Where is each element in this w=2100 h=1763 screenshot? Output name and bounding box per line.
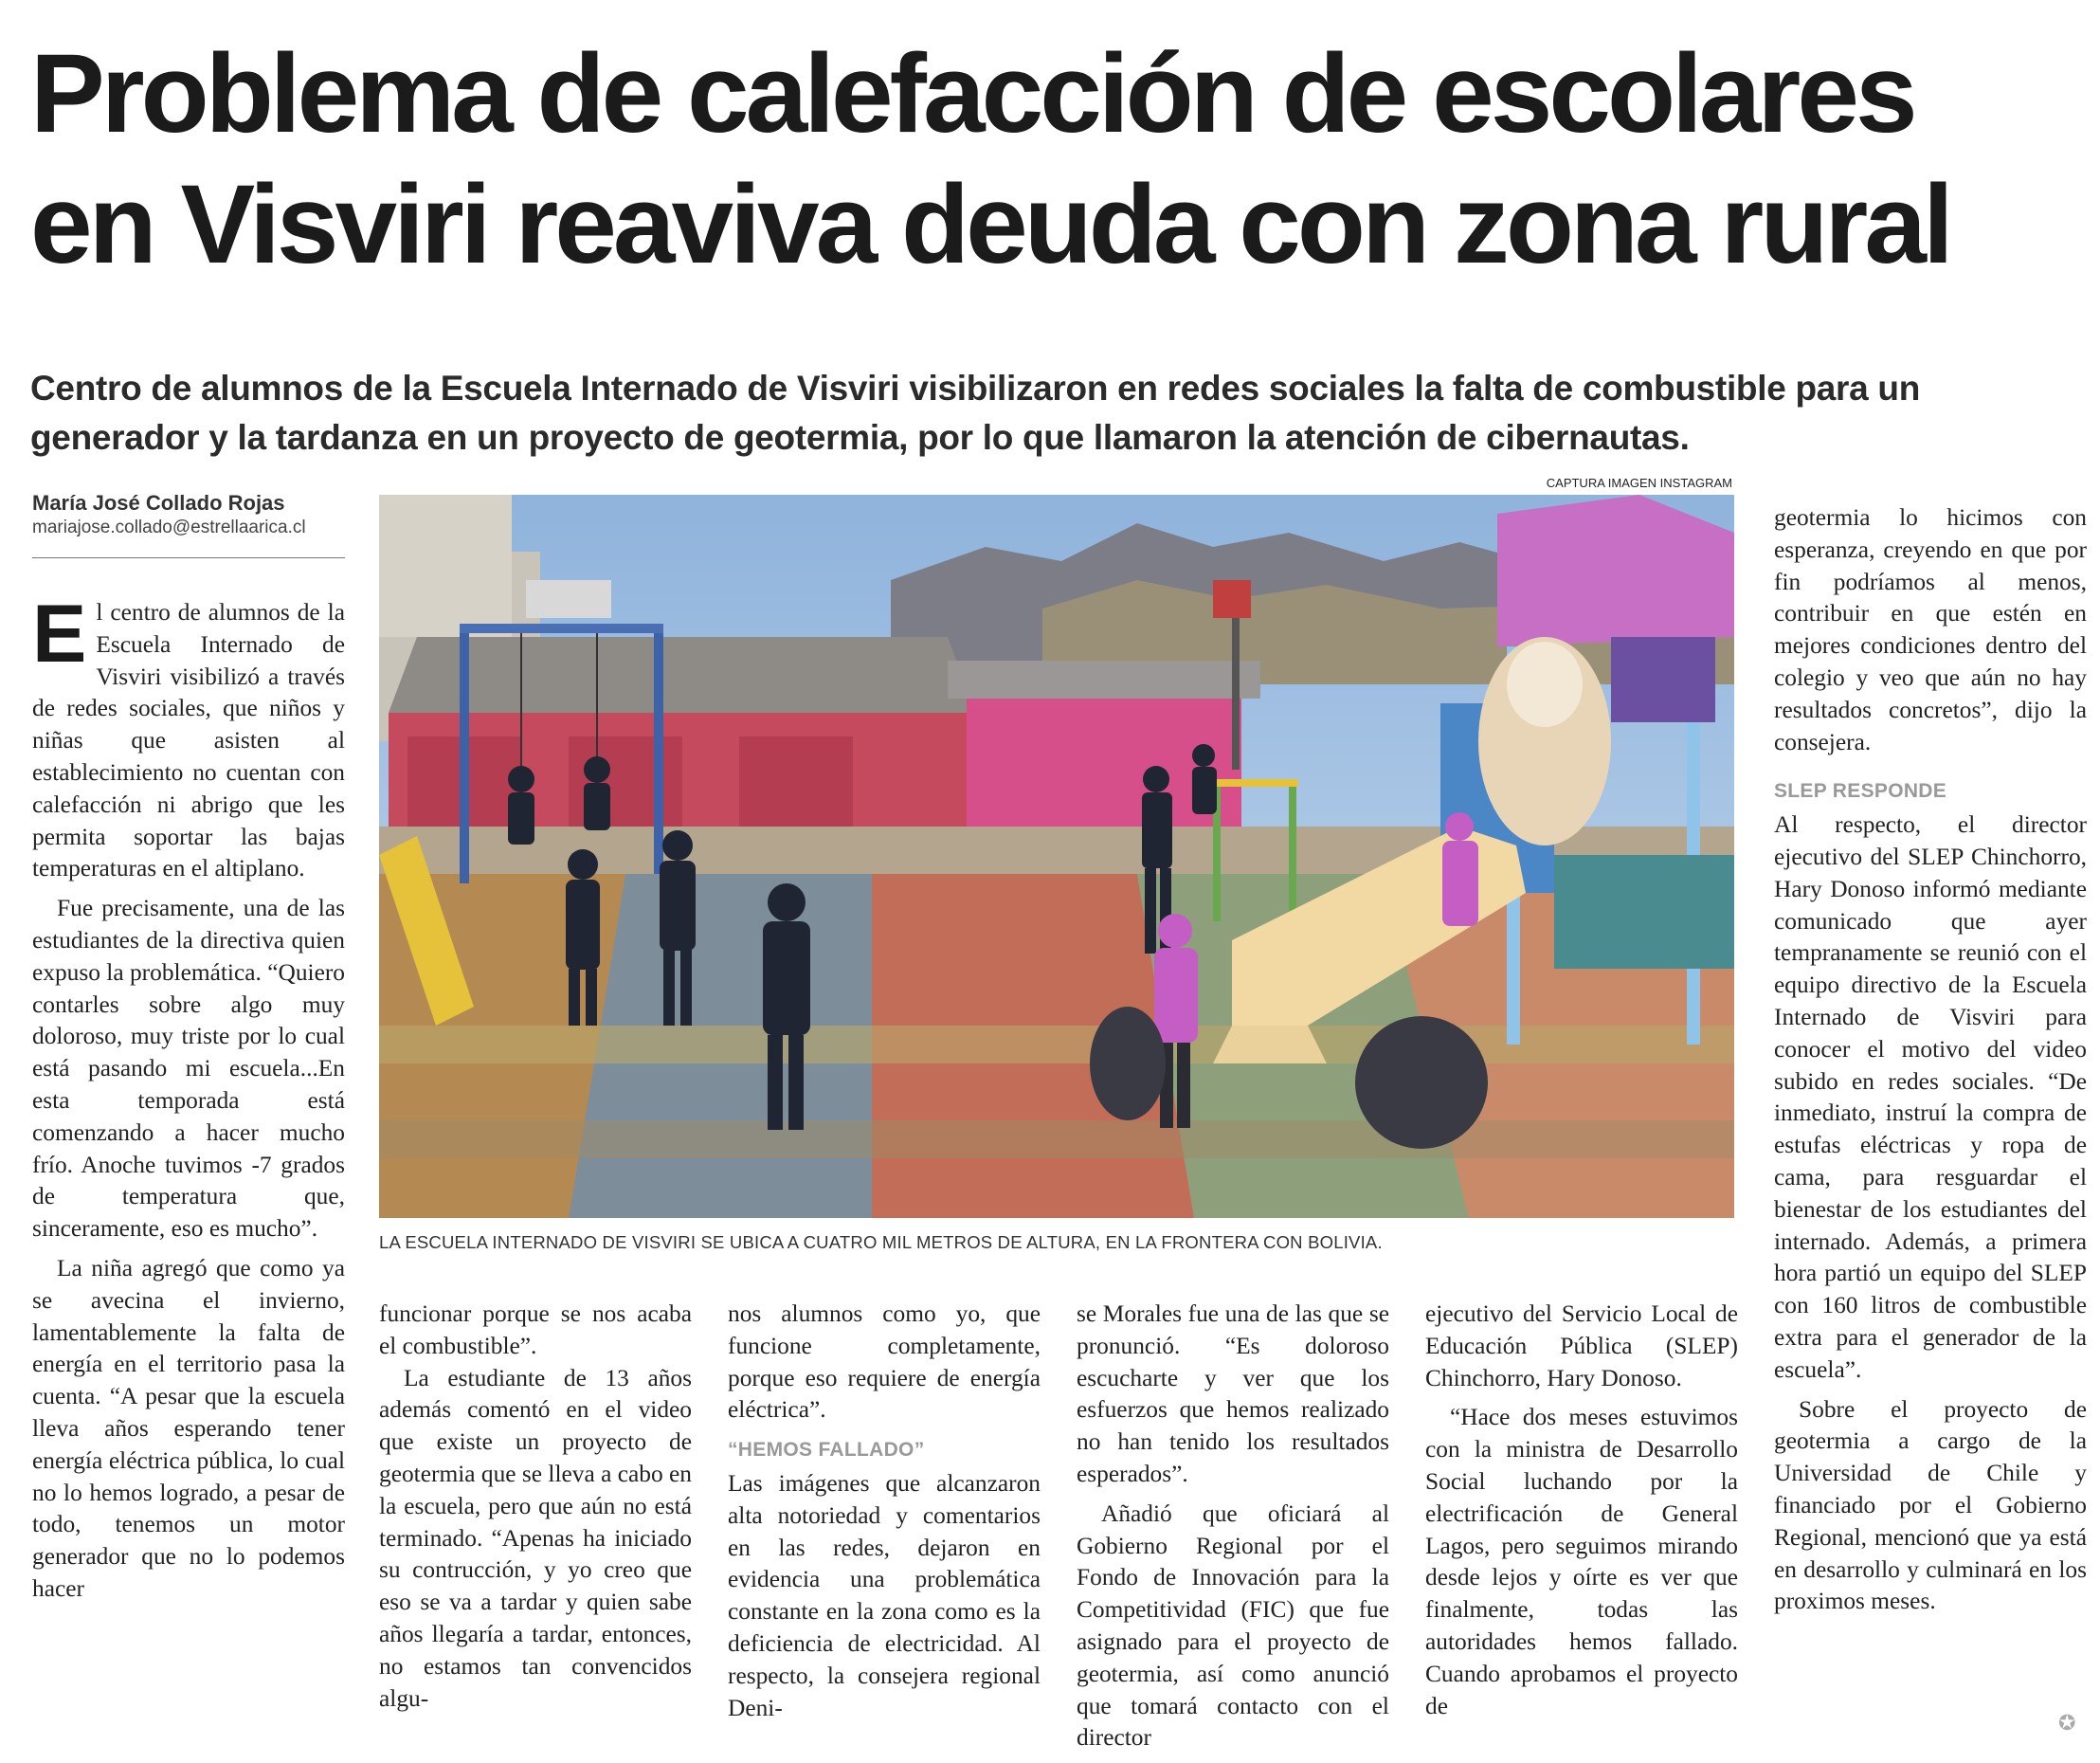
paragraph: se Morales fue una de las que se pronunció. “Es doloroso escucharte y ver que los esfuerzos que hemos realizado no han tenido los resultados esperados”.	[1077, 1300, 1389, 1487]
headline-line-1: Problema de calefacción de escolares	[30, 31, 1914, 156]
paragraph: Fue precisamente, una de las estudiantes de la directiva quien expuso la problemática. “Quiero contarles sobre algo muy doloroso, muy triste por lo cual está pasando mi escuela...En esta temporada está comenzando a hacer mucho frío. Anoche tuvimos -7 grados de temperatura que, sinceramente, eso es mucho”.	[32, 895, 345, 1243]
article-column-5	[1425, 1299, 1738, 1722]
article-column-3	[728, 1299, 1041, 1724]
paragraph: l centro de alumnos de la Escuela Internado de Visviri visibilizó a través de redes sociales, que niños y niñas que asisten al establecimiento no cuentan con calefacción ni abrigo que les permita soportar las bajas temperaturas en el altiplano.	[32, 599, 345, 882]
paragraph: “Hace dos meses estuvimos con la ministra de Desarrollo Social luchando por la electrificación de General Lagos, pero seguimos mirando desde lejos y oírte es ver que finalmente, todas las autoridades hemos fallado. Cuando aprobamos el proyecto de	[1425, 1404, 1738, 1719]
paragraph: funcionar porque se nos acaba el combustible”.	[379, 1300, 692, 1359]
byline-divider	[32, 557, 345, 558]
section-subhead: “HEMOS FALLADO”	[728, 1439, 925, 1462]
subheadline	[30, 364, 2077, 463]
author-name: María José Collado Rojas	[32, 491, 285, 515]
paragraph: ejecutivo del Servicio Local de Educación Pública (SLEP) Chinchorro, Hary Donoso.	[1425, 1300, 1738, 1391]
photo-caption: LA ESCUELA INTERNADO DE VISVIRI SE UBICA A CUATRO MIL METROS DE ALTURA, EN LA FRONTERA CON BOLIVIA.	[379, 1232, 1383, 1252]
author-email: mariajose.collado@estrellaarica.cl	[32, 518, 306, 537]
paragraph: Añadió que oficiará al Gobierno Regional por el Fondo de Innovación para la Competitividad (FIC) que fue asignado para el proyecto de geotermia, así como anunció que tomará contacto con el director	[1077, 1499, 1389, 1752]
byline	[32, 491, 345, 538]
paragraph: La estudiante de 13 años además comentó en el video que existe un proyecto de geotermia que se lleva a cabo en la escuela, pero que aún no está terminado. “Apenas ha iniciado su contrucción, y yo creo que eso se va a tardar y quien sabe años llegaría a tardar, entonces, no estamos tan convencidos algu-	[379, 1364, 692, 1712]
paragraph: Sobre el proyecto de geotermia a cargo de la Universidad de Chile y financiado por el Gobierno Regional, mencionó que ya está en desarrollo y culminará en los proximos meses.	[1774, 1395, 2087, 1615]
headline-line-2: en Visviri reaviva deuda con zona rural	[30, 162, 1950, 287]
article-photo	[379, 495, 1734, 1218]
paragraph: geotermia lo hicimos con esperanza, creyendo en que por fin podríamos al menos, contribuir en que estén en mejores condiciones dentro del colegio y veo que aún no hay resultados concretos”, dijo la consejera.	[1774, 504, 2087, 755]
article-column-4	[1077, 1299, 1389, 1754]
paragraph: Al respecto, el director ejecutivo del SLEP Chinchorro, Hary Donoso informó mediante comunicado que ayer tempranamente se reunió con el equipo directivo de la Escuela Internado de Visviri para conocer el motivo del video subido en redes sociales. “De inmediato, instruí la compra de estufas eléctricas y ropa de cama, para resguardar el bienestar de los estudiantes del internado. Además, a primera hora partió un equipo del SLEP con 160 litros de combustible extra para el generador de la escuela”.	[1774, 811, 2087, 1383]
subheadline-line-1: Centro de alumnos de la Escuela Internado de Visviri visibilizaron en redes sociales la falta de combustible para un	[30, 369, 1921, 408]
photo-credit: CAPTURA IMAGEN INSTAGRAM	[1546, 476, 1732, 490]
paragraph: La niña agregó que como ya se avecina el invierno, lamentablemente la falta de energía en el territorio pasa la cuenta. “A pesar que la escuela lleva años esperando tener energía eléctrica pública, lo cual no lo hemos logrado, a pesar de todo, tenemos un motor generador que no lo podemos hacer	[32, 1254, 345, 1602]
paragraph: nos alumnos como yo, que funcione completamente, porque eso requiere de energía eléctrica”.	[728, 1300, 1041, 1424]
paragraph: Las imágenes que alcanzaron alta notoriedad y comentarios en las redes, dejaron en evidencia una problemática constante en la zona como es la deficiencia de electricidad. Al respecto, la consejera regional Deni-	[728, 1469, 1041, 1721]
section-subhead: SLEP RESPONDE	[1774, 780, 1947, 803]
drop-cap: E	[32, 589, 87, 680]
subheadline-line-2: generador y la tardanza en un proyecto de geotermia, por lo que llamaron la atención de cibernautas.	[30, 418, 1690, 457]
article-column-6	[1774, 502, 2087, 1618]
article-column-2	[379, 1299, 692, 1715]
headline	[30, 28, 2077, 290]
star-icon: ✪	[2058, 1712, 2076, 1736]
article-column-1	[32, 589, 345, 1606]
